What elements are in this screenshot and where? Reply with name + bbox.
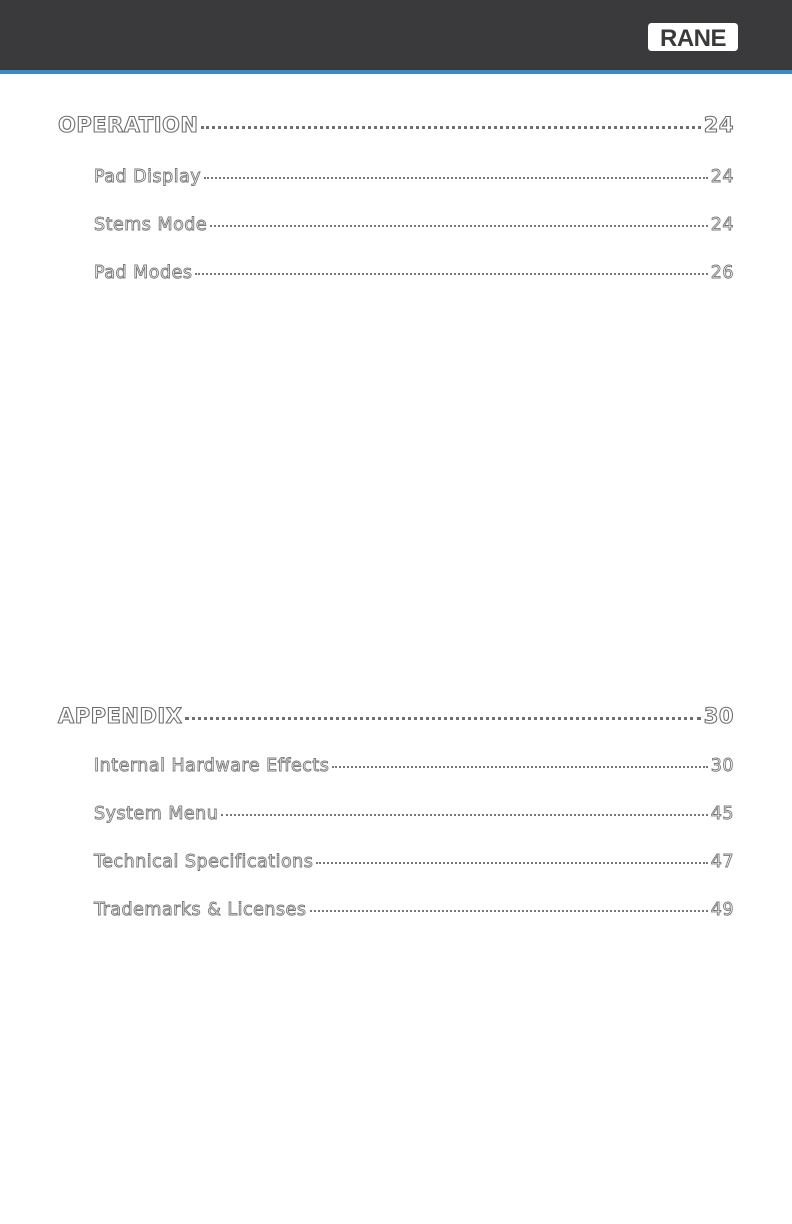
toc-item-title: Trademarks & Licenses [94,900,307,920]
toc-item-trademarks-licenses[interactable] [94,900,734,920]
dot-leader [221,814,707,816]
toc-page-number: 30 [703,704,734,728]
toc-page-number: 30 [710,756,734,776]
toc-page-number: 49 [710,900,734,920]
toc-section-appendix[interactable] [58,704,734,728]
rane-logo [646,21,740,53]
dot-leader [310,910,708,912]
toc-page-number: 47 [710,852,734,872]
dot-leader [204,177,708,179]
toc-page-number: 24 [710,215,734,235]
toc-page-number: 26 [710,263,734,283]
dot-leader [316,862,707,864]
toc-item-title: Technical Specifications [94,852,314,872]
toc-section-title: APPENDIX [58,704,183,728]
toc-page-number: 24 [703,113,734,137]
toc-section-title: OPERATION [58,113,199,137]
toc-item-title: Internal Hardware Effects [94,756,330,776]
header-accent-stripe [0,70,792,74]
toc-item-system-menu[interactable] [94,804,734,824]
dot-leader [195,273,707,275]
toc-item-pad-display[interactable] [94,167,734,187]
toc-page-number: 24 [710,167,734,187]
logo-text: RANE [659,25,727,52]
toc-item-stems-mode[interactable] [94,215,734,235]
dot-leader [332,766,707,768]
toc-item-title: Pad Display [94,167,202,187]
toc-item-pad-modes[interactable] [94,263,734,283]
toc-item-technical-specifications[interactable] [94,852,734,872]
dot-leader [185,717,700,720]
toc-item-title: Pad Modes [94,263,193,283]
toc-item-internal-hardware-effects[interactable] [94,756,734,776]
dot-leader [210,225,708,227]
toc-item-title: System Menu [94,804,219,824]
toc-section-operation[interactable] [58,113,734,137]
toc-item-title: Stems Mode [94,215,208,235]
toc-page-number: 45 [710,804,734,824]
dot-leader [201,126,700,129]
